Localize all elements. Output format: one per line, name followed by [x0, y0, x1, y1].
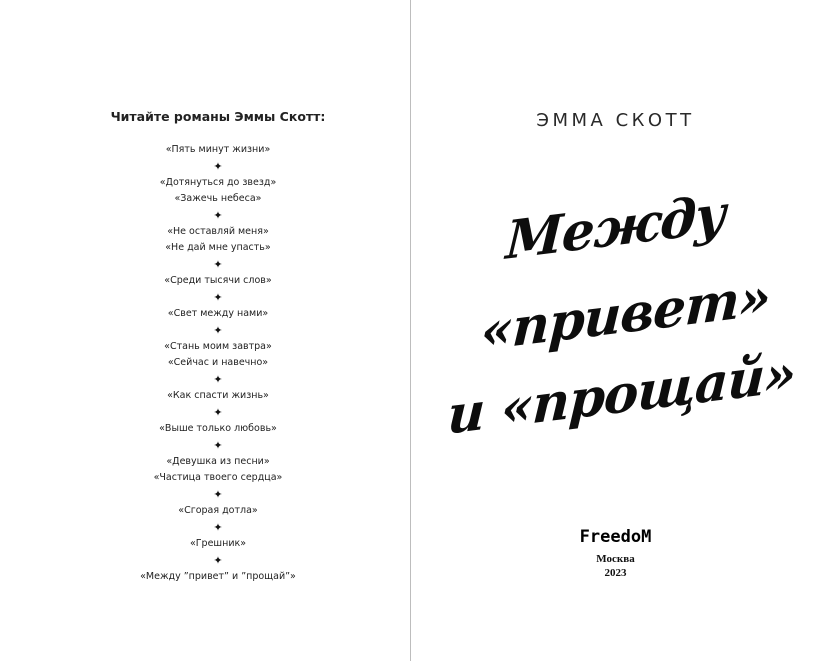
book-list-item: «Среди тысячи слов» [164, 275, 272, 286]
book-list-item: «Не дай мне упасть» [165, 242, 271, 253]
book-list-item: «Сейчас и навечно» [167, 357, 269, 368]
star-separator-icon: ✦ [213, 160, 223, 173]
book-list-item: «Как спасти жизнь» [167, 390, 269, 401]
book-list [0, 142, 436, 585]
star-separator-icon: ✦ [213, 554, 223, 567]
book-title-line-2: «привет» [479, 265, 772, 364]
book-list-item: «Стань моим завтра» [164, 341, 272, 352]
book-list-item: «Свет между нами» [167, 308, 269, 319]
book-list-item: «Не оставляй меня» [167, 226, 269, 237]
star-separator-icon: ✦ [213, 258, 223, 271]
book-list-item: «Грешник» [189, 538, 247, 549]
star-separator-icon: ✦ [213, 521, 223, 534]
star-separator-icon: ✦ [213, 488, 223, 501]
publisher-city: Москва [596, 553, 635, 565]
star-separator-icon: ✦ [213, 209, 223, 222]
star-separator-icon: ✦ [213, 406, 223, 419]
star-separator-icon: ✦ [213, 373, 223, 386]
book-list-item: «Частица твоего сердца» [153, 472, 283, 483]
book-list-item: «Сгорая дотла» [178, 505, 258, 516]
right-page [411, 0, 820, 661]
star-separator-icon: ✦ [213, 291, 223, 304]
book-title-line-3: и «прощай» [446, 342, 797, 447]
publisher-logo: FreedoM [579, 527, 652, 547]
book-list-item: «Дотянуться до звезд» [159, 177, 277, 188]
star-separator-icon: ✦ [213, 324, 223, 337]
book-list-item: «Выше только любовь» [159, 423, 277, 434]
publication-year: 2023 [604, 567, 627, 579]
list-heading: Читайте романы Эммы Скотт: [110, 109, 326, 124]
book-title-line-1: Между [504, 183, 727, 272]
star-separator-icon: ✦ [213, 439, 223, 452]
book-list-item: «Девушка из песни» [166, 456, 270, 467]
book-list-item: «Пять минут жизни» [165, 144, 271, 155]
book-list-item: «Зажечь небеса» [174, 193, 262, 204]
book-list-item: «Между ”привет” и ”прощай”» [140, 571, 296, 582]
author-name: ЭММА СКОТТ [536, 110, 695, 131]
